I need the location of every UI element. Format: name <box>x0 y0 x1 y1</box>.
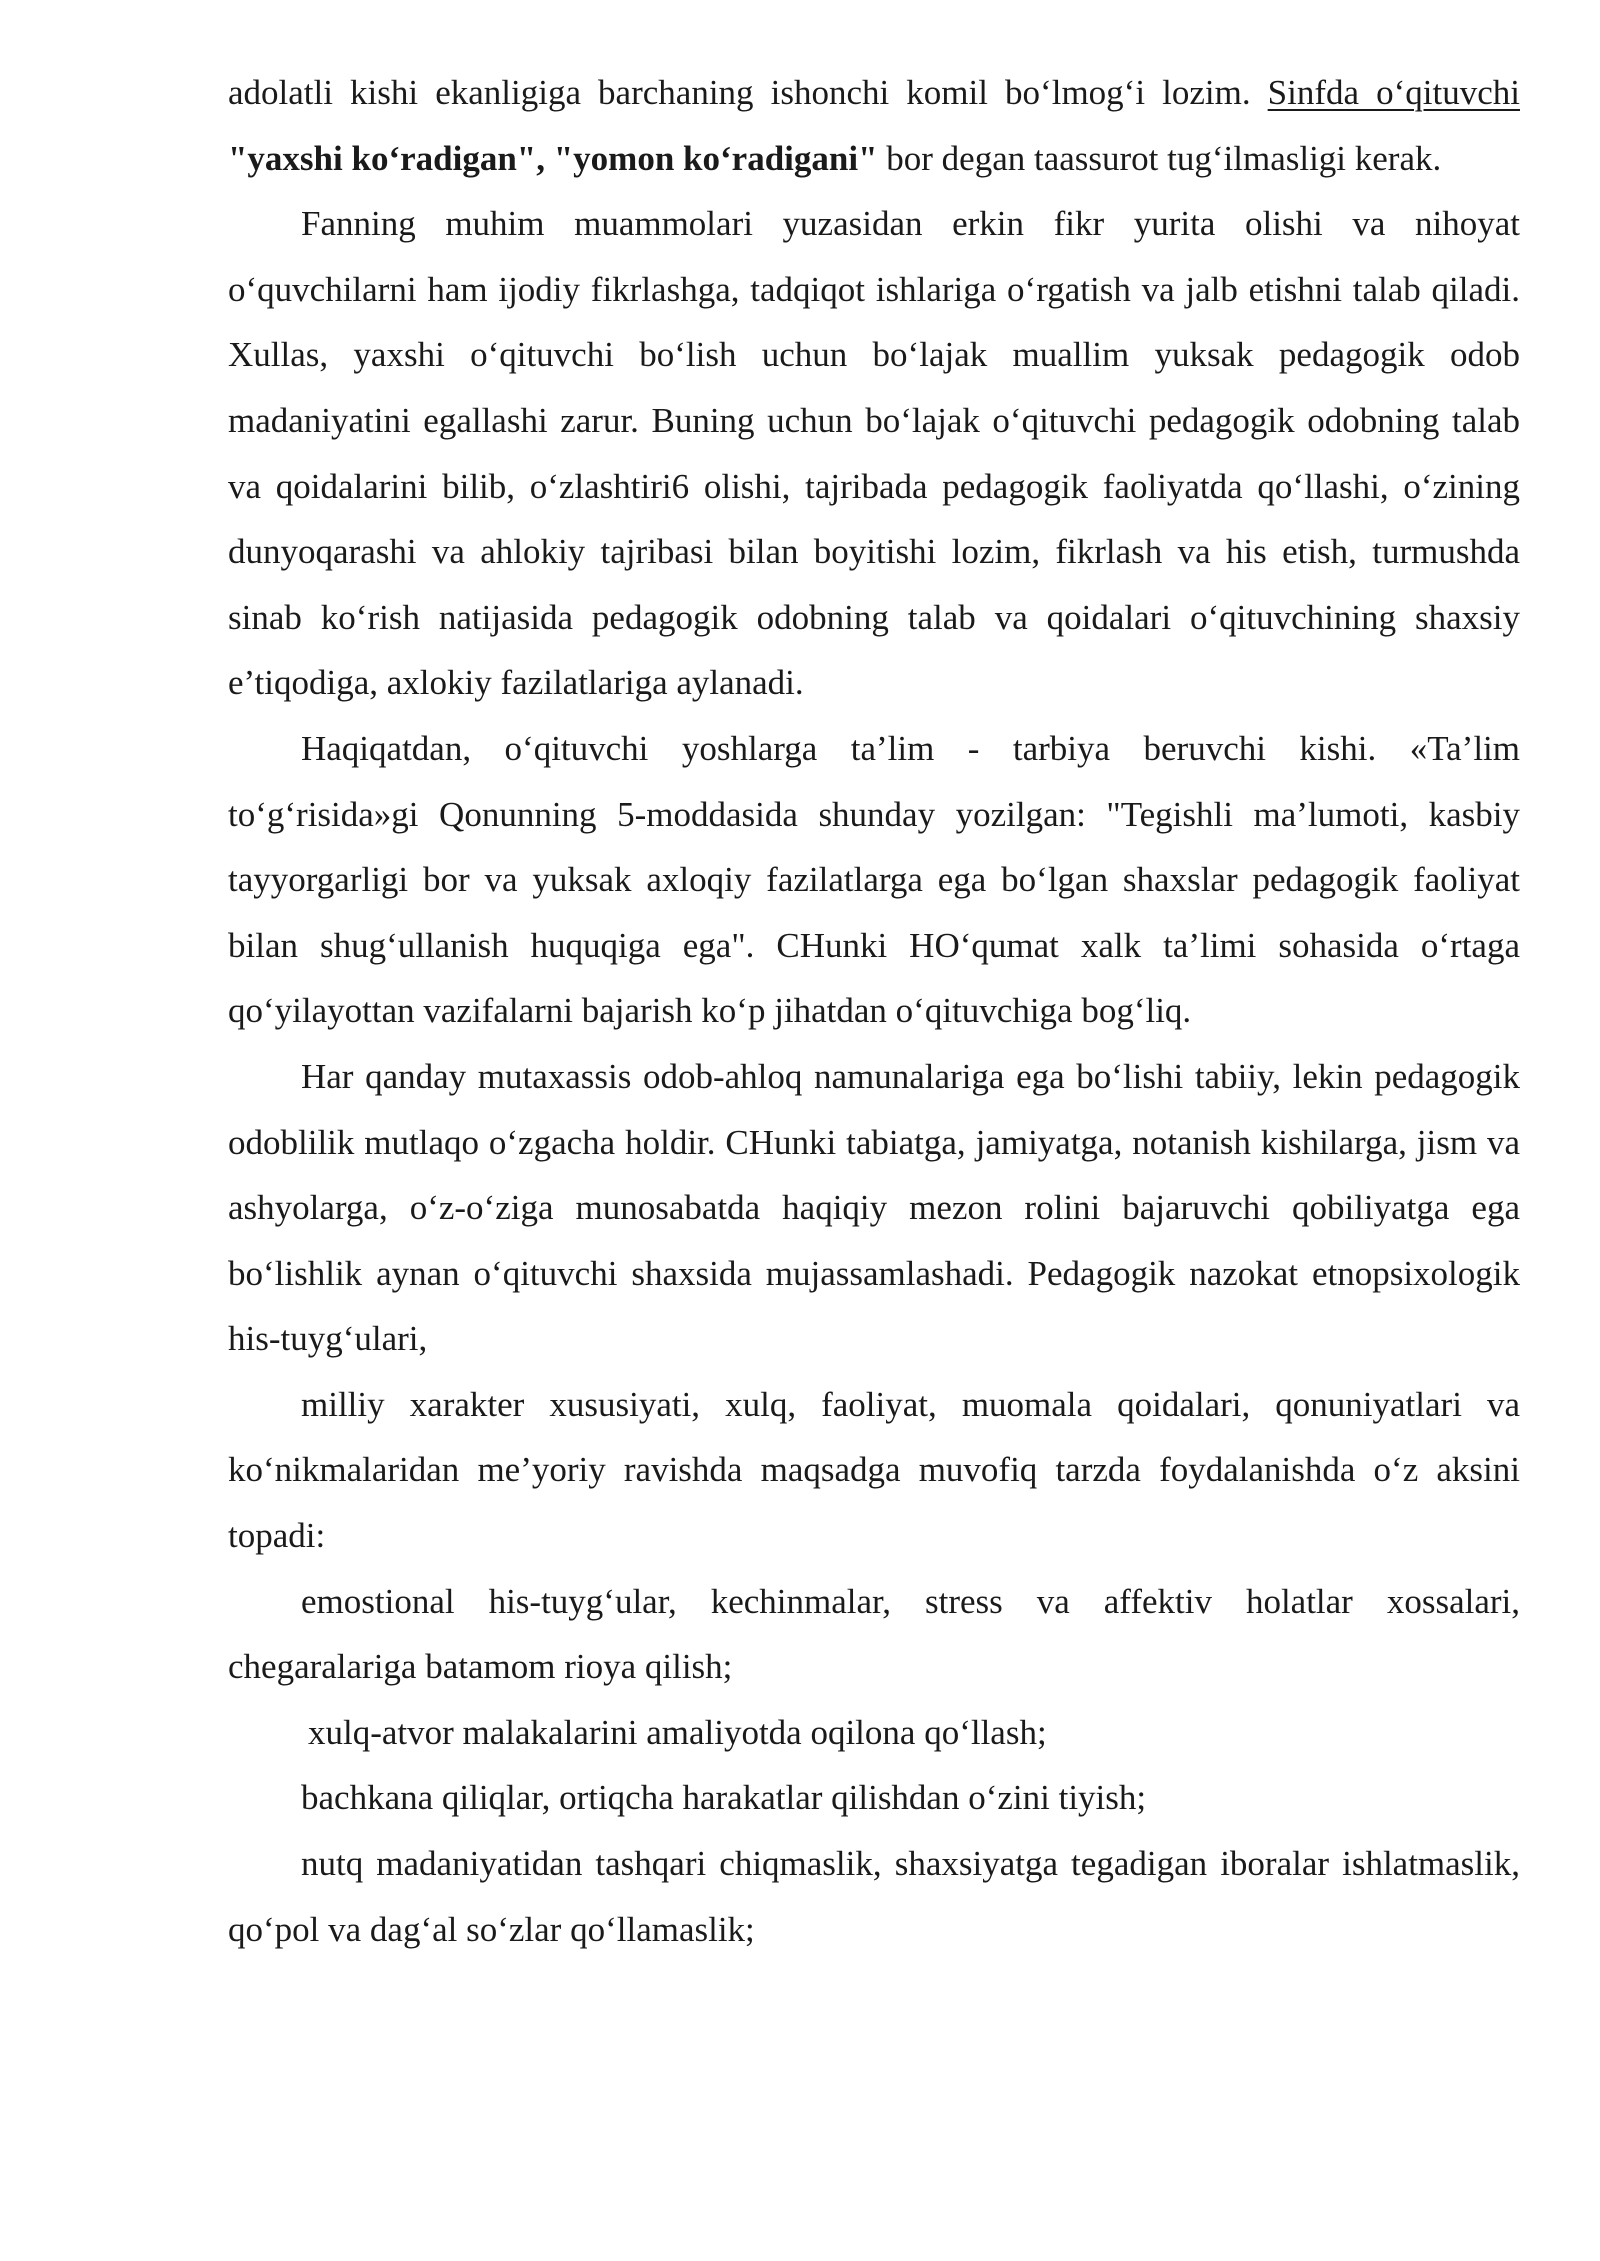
paragraph-4: Har qanday mutaxassis odob-ahloq namunalariga ega bo‘lishi tabiiy, lekin pedagogik odoblilik mutlaqo o‘zgacha holdir. CHunki tabiatga, jamiyatga, notanish kishilarga, jism va ashyolarga, o‘z-o‘ziga munosabatda haqiqiy mezon rolini bajaruvchi qobiliyatga ega bo‘lishlik aynan o‘qituvchi shaxsida mujassamlashadi. Pedagogik nazokat etnopsixologik his-tuyg‘ulari, <box>228 1056 1520 1359</box>
list-item-behaviour: xulq-atvor malakalarini amaliyotda oqilona qo‘llash; <box>308 1712 1047 1752</box>
paragraph-1-tail: bor degan taassurot tug‘ilmasligi kerak. <box>877 138 1442 178</box>
paragraph-5: milliy xarakter xususiyati, xulq, faoliyat, muomala qoidalari, qonuniyatlari va ko‘nikmalaridan me’yoriy ravishda maqsadga muvofiq tarzda foydalanishda o‘z aksini topadi: <box>228 1384 1520 1556</box>
paragraph-3: Haqiqatdan, o‘qituvchi yoshlarga ta’lim - tarbiya beruvchi kishi. «Ta’lim to‘g‘risida»gi Qonunning 5-moddasida shunday yozilgan: "Tegishli ma’lumoti, kasbiy tayyorgarligi bor va yuksak axloqiy fazilatlarga ega bo‘lgan shaxslar pedagogik faoliyat bilan shug‘ullanish huquqiga ega". CHunki HO‘qumat xalk ta’limi sohasida o‘rtaga qo‘yilayottan vazifalarni bajarish ko‘p jihatdan o‘qituvchiga bog‘liq. <box>228 728 1520 1031</box>
paragraph-1-lead: adolatli kishi ekanligiga barchaning ishonchi komil bo‘lmog‘i lozim. <box>228 73 1268 112</box>
list-item-speech: nutq madaniyatidan tashqari chiqmaslik, shaxsiyatga tegadigan iboralar ishlatmaslik, qo‘pol va dag‘al so‘zlar qo‘llamaslik; <box>228 1844 1520 1949</box>
paragraph-2: Fanning muhim muammolari yuzasidan erkin fikr yurita olishi va nihoyat o‘quvchilarni ham ijodiy fikrlashga, tadqiqot ishlariga o‘rgatish va jalb etishni talab qiladi. Xullas, yaxshi o‘qituvchi bo‘lish uchun bo‘lajak muallim yuksak pedagogik odob madaniyatini egallashi zarur. Buning uchun bo‘lajak o‘qituvchi pedagogik odobning talab va qoidalarini bilib, o‘zlashtiri6 olishi, tajribada pedagogik faoliyatda qo‘llashi, o‘zining dunyoqarashi va ahlokiy tajribasi bilan boyitishi lozim, fikrlash va his etish, turmushda sinab ko‘rish natijasida pedagogik odobning talab va qoidalari o‘qituvchining shaxsiy e’tiqodiga, axlokiy fazilatlariga aylanadi. <box>228 204 1520 703</box>
underlined-phrase: Sinfda o‘qituvchi <box>1267 73 1520 112</box>
paragraph-1 <box>228 60 1520 191</box>
list-item-restraint: bachkana qiliqlar, ortiqcha harakatlar qilishdan o‘zini tiyish; <box>301 1778 1147 1818</box>
document-page <box>228 60 1520 1962</box>
paragraph-6: emostional his-tuyg‘ular, kechinmalar, stress va affektiv holatlar xossalari, chegaralariga batamom rioya qilish; <box>228 1581 1520 1687</box>
bold-quoted-phrase: "yaxshi ko‘radigan", "yomon ko‘radigani" <box>228 138 878 178</box>
